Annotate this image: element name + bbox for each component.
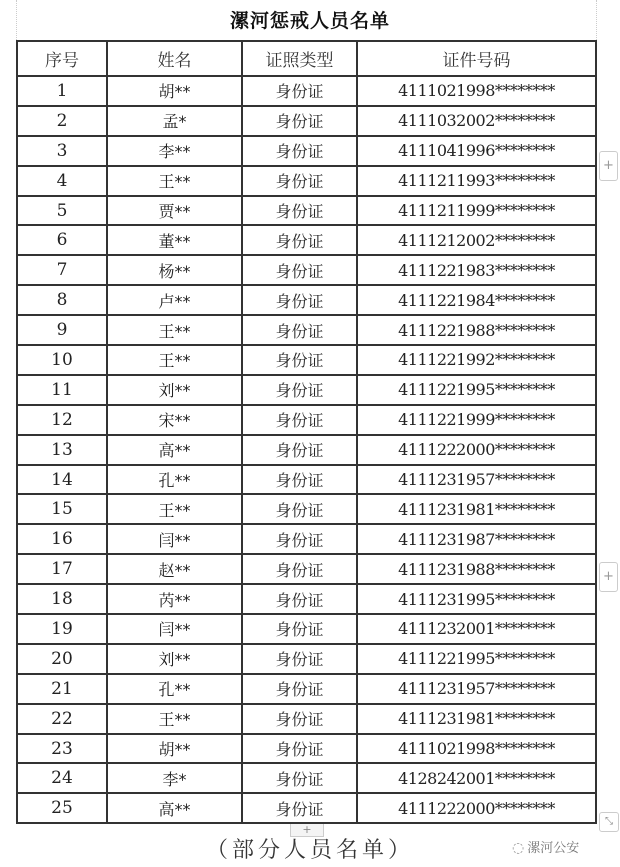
cell-id-type: 身份证 [242,285,357,315]
cell-index: 9 [17,315,107,345]
cell-name: 芮** [107,584,242,614]
personnel-table [16,40,597,824]
cell-id-type: 身份证 [242,166,357,196]
add-row-button[interactable]: + [599,151,618,181]
table-row [17,524,596,554]
cell-index: 21 [17,674,107,704]
cell-index: 20 [17,644,107,674]
cell-index: 4 [17,166,107,196]
cell-id-number: 4111221984******** [357,285,596,315]
cell-id-number: 4111041996******** [357,136,596,166]
cell-name: 闫** [107,524,242,554]
cell-name: 贾** [107,196,242,226]
cell-name: 闫** [107,614,242,644]
cell-name: 高** [107,435,242,465]
cell-id-type: 身份证 [242,106,357,136]
cell-name: 王** [107,494,242,524]
cell-id-type: 身份证 [242,614,357,644]
cell-index: 2 [17,106,107,136]
cell-id-number: 4111231995******** [357,584,596,614]
cell-index: 25 [17,793,107,823]
cell-name: 高** [107,793,242,823]
table-row [17,345,596,375]
cell-name: 刘** [107,375,242,405]
cell-id-number: 4111231987******** [357,524,596,554]
cell-index: 3 [17,136,107,166]
cell-id-type: 身份证 [242,674,357,704]
cell-id-number: 4111231957******** [357,465,596,495]
cell-id-number: 4111222000******** [357,435,596,465]
cell-id-type: 身份证 [242,76,357,106]
cell-id-type: 身份证 [242,405,357,435]
table-row [17,644,596,674]
cell-index: 11 [17,375,107,405]
cell-id-type: 身份证 [242,644,357,674]
add-row-button[interactable]: + [599,562,618,592]
cell-id-type: 身份证 [242,255,357,285]
cell-name: 王** [107,166,242,196]
cell-index: 16 [17,524,107,554]
cell-index: 1 [17,76,107,106]
cell-name: 孔** [107,674,242,704]
table-row [17,76,596,106]
table-row [17,136,596,166]
cell-id-type: 身份证 [242,763,357,793]
table-row [17,584,596,614]
cell-id-type: 身份证 [242,734,357,764]
cell-id-type: 身份证 [242,524,357,554]
cell-index: 6 [17,225,107,255]
table-row [17,435,596,465]
cell-id-number: 4111221995******** [357,644,596,674]
cell-name: 李** [107,136,242,166]
cell-id-type: 身份证 [242,435,357,465]
cell-name: 刘** [107,644,242,674]
cell-index: 24 [17,763,107,793]
table-row [17,793,596,823]
cell-name: 王** [107,345,242,375]
caption: （部分人员名单） [205,838,414,863]
table-row [17,285,596,315]
header-id-type: 证照类型 [242,41,357,76]
cell-name: 孔** [107,465,242,495]
table-row [17,465,596,495]
watermark [512,840,579,857]
cell-id-type: 身份证 [242,584,357,614]
cell-index: 15 [17,494,107,524]
table-row [17,196,596,226]
cell-id-number: 4111231981******** [357,494,596,524]
cell-name: 杨** [107,255,242,285]
cell-name: 王** [107,315,242,345]
cell-id-number: 4111211993******** [357,166,596,196]
table-row [17,315,596,345]
cell-name: 赵** [107,554,242,584]
cell-index: 22 [17,704,107,734]
cell-id-number: 4111221992******** [357,345,596,375]
cell-id-number: 4111221999******** [357,405,596,435]
table-row [17,255,596,285]
cell-id-number: 4128242001******** [357,763,596,793]
table-row [17,106,596,136]
table-row [17,674,596,704]
cell-id-type: 身份证 [242,704,357,734]
cell-name: 胡** [107,734,242,764]
add-column-button[interactable]: + [290,824,324,837]
cell-name: 孟* [107,106,242,136]
cell-id-type: 身份证 [242,136,357,166]
cell-name: 王** [107,704,242,734]
cell-name: 李* [107,763,242,793]
cell-id-number: 4111221983******** [357,255,596,285]
cell-id-type: 身份证 [242,494,357,524]
table-body [17,76,596,823]
cell-index: 17 [17,554,107,584]
table-row [17,734,596,764]
cell-index: 23 [17,734,107,764]
cell-id-number: 4111232001******** [357,614,596,644]
cell-index: 7 [17,255,107,285]
cell-id-type: 身份证 [242,345,357,375]
header-index: 序号 [17,41,107,76]
table-row [17,375,596,405]
cell-name: 胡** [107,76,242,106]
cell-id-number: 4111021998******** [357,734,596,764]
cell-id-number: 4111221995******** [357,375,596,405]
cell-id-number: 4111231981******** [357,704,596,734]
wechat-icon: ◌ [512,840,525,856]
table-row [17,166,596,196]
cell-index: 5 [17,196,107,226]
cell-id-type: 身份证 [242,196,357,226]
resize-handle-icon[interactable]: ⤡ [599,812,619,832]
cell-id-number: 4111211999******** [357,196,596,226]
header-id-number: 证件号码 [357,41,596,76]
cell-id-number: 4111231988******** [357,554,596,584]
table-row [17,704,596,734]
table-row [17,405,596,435]
header-name: 姓名 [107,41,242,76]
table-row [17,763,596,793]
cell-id-number: 4111021998******** [357,76,596,106]
cell-index: 8 [17,285,107,315]
cell-id-number: 4111222000******** [357,793,596,823]
cell-index: 18 [17,584,107,614]
cell-name: 宋** [107,405,242,435]
cell-id-type: 身份证 [242,465,357,495]
cell-index: 13 [17,435,107,465]
table-header-row [17,41,596,76]
cell-name: 卢** [107,285,242,315]
table-row [17,494,596,524]
cell-id-type: 身份证 [242,225,357,255]
cell-id-number: 4111212002******** [357,225,596,255]
table-row [17,225,596,255]
cell-id-type: 身份证 [242,375,357,405]
cell-index: 10 [17,345,107,375]
cell-index: 12 [17,405,107,435]
table-row [17,614,596,644]
cell-id-type: 身份证 [242,793,357,823]
cell-id-number: 4111221988******** [357,315,596,345]
cell-name: 董** [107,225,242,255]
document-title: 漯河惩戒人员名单 [229,10,390,32]
watermark-text: 漯河公安 [527,841,580,856]
cell-id-number: 4111231957******** [357,674,596,704]
table-row [17,554,596,584]
cell-id-type: 身份证 [242,554,357,584]
cell-id-number: 4111032002******** [357,106,596,136]
cell-index: 14 [17,465,107,495]
cell-index: 19 [17,614,107,644]
cell-id-type: 身份证 [242,315,357,345]
